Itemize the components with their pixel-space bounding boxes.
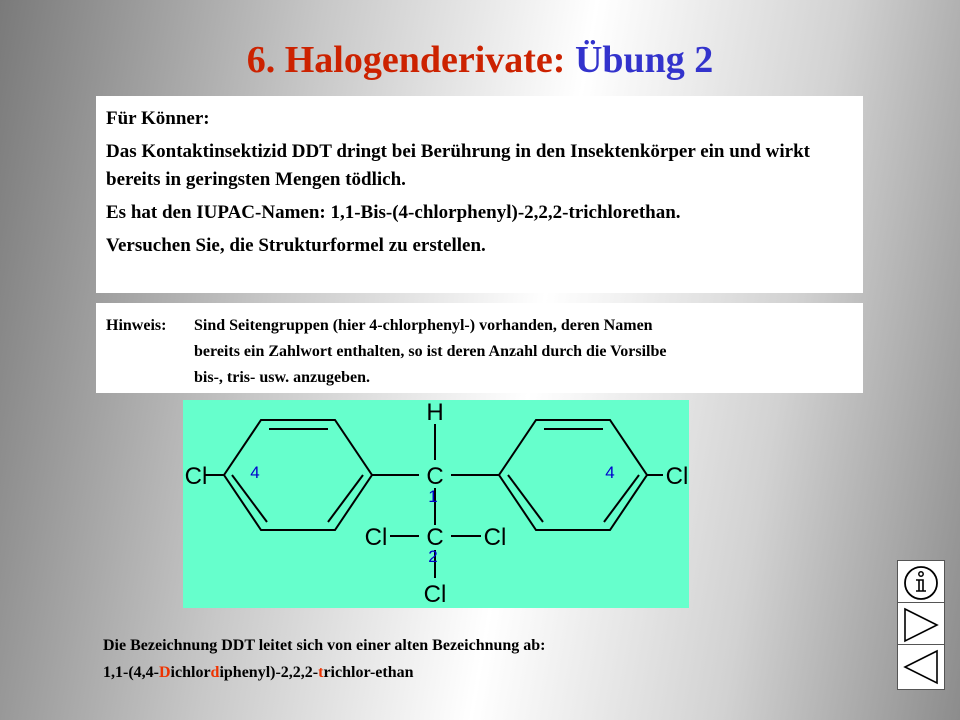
- slide-title: [0, 38, 960, 82]
- footer-line-2: [103, 659, 803, 686]
- task-box: [96, 96, 863, 293]
- footer-highlight-t: t: [318, 664, 324, 681]
- footer-text-b: ichlor: [170, 664, 211, 681]
- atom-cl-c2-left: Cl: [364, 524, 388, 551]
- hint-line-1: Sind Seitengruppen (hier 4-chlorphenyl-) vorhanden, deren Namen: [194, 317, 653, 334]
- task-paragraph-3: Versuchen Sie, die Strukturformel zu erstellen.: [106, 235, 486, 256]
- footer-note: [103, 632, 803, 686]
- atom-c1: C: [426, 463, 444, 490]
- right-ring-double-3: [604, 475, 639, 522]
- atom-cl-left: Cl: [184, 463, 208, 490]
- atom-cl-bottom: Cl: [423, 581, 447, 608]
- footer-line-1: Die Bezeichnung DDT leitet sich von einer alten Bezeichnung ab:: [103, 637, 546, 654]
- info-button[interactable]: [897, 560, 945, 606]
- previous-slide-button[interactable]: [897, 644, 945, 690]
- structure-svg: [183, 400, 689, 608]
- atom-h: H: [426, 400, 444, 426]
- left-ring-double-3: [232, 475, 267, 522]
- hint-label: Hinweis:: [106, 317, 167, 334]
- hint-line-3: bis-, tris- usw. anzugeben.: [194, 369, 371, 386]
- footer-highlight-d2: d: [210, 664, 220, 681]
- ddt-structure-diagram: [183, 400, 689, 608]
- footer-highlight-d1: D: [158, 664, 171, 681]
- atom-cl-right: Cl: [665, 463, 689, 490]
- footer-text-c: iphenyl)-2,2,2-: [219, 664, 319, 681]
- next-slide-button[interactable]: [897, 602, 945, 648]
- left-ring: [224, 420, 372, 530]
- hint-box: [96, 303, 863, 393]
- title-main: 6. Halogenderivate:: [246, 39, 566, 81]
- atom-cl-c2-right: Cl: [483, 524, 507, 551]
- task-paragraph-1: Das Kontaktinsektizid DDT dringt bei Berührung in den Insektenkörper ein und wirkt bereits in geringsten Mengen tödlich.: [106, 141, 811, 190]
- locant-c2: 2: [428, 547, 438, 566]
- atom-c2: C: [426, 524, 444, 551]
- task-paragraph-2: Es hat den IUPAC-Namen: 1,1-Bis-(4-chlorphenyl)-2,2,2-trichlorethan.: [106, 202, 681, 223]
- right-ring: [499, 420, 647, 530]
- footer-text-a: 1,1-(4,4-: [103, 664, 159, 681]
- footer-text-e: richlor-ethan: [323, 664, 414, 681]
- hint-line-2: bereits ein Zahlwort enthalten, so ist deren Anzahl durch die Vorsilbe: [194, 343, 667, 360]
- locant-c1: 1: [428, 487, 438, 506]
- task-heading: Für Könner:: [106, 108, 210, 129]
- locant-ring-right: 4: [605, 463, 615, 482]
- title-accent: Übung 2: [574, 39, 714, 81]
- locant-ring-left: 4: [250, 463, 260, 482]
